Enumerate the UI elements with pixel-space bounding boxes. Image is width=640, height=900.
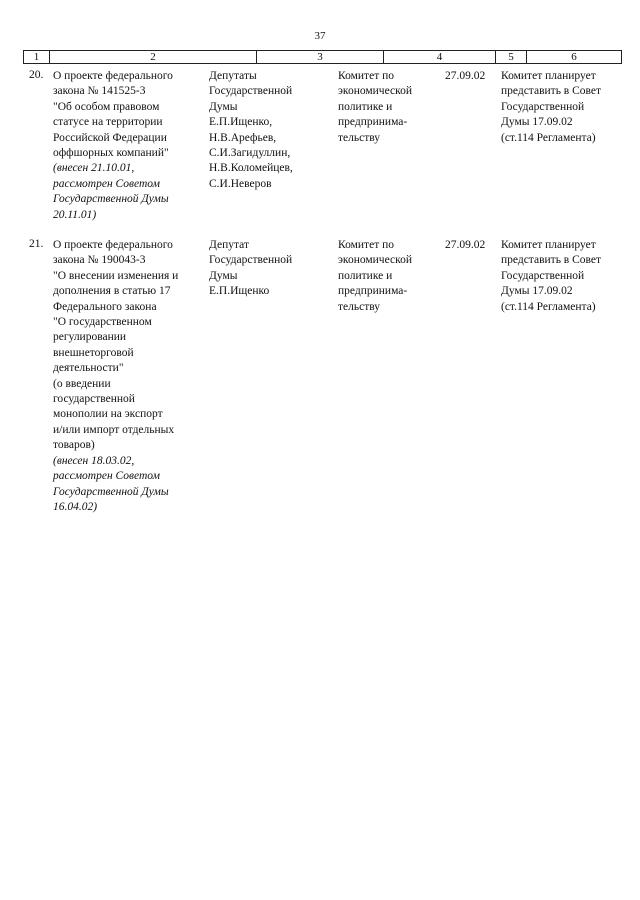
text-line: Комитет по bbox=[338, 239, 394, 251]
text-line: Комитет по bbox=[338, 70, 394, 82]
header-col-3: 3 bbox=[256, 51, 383, 63]
text-line: представить в Совет bbox=[501, 85, 602, 98]
text-line: деятельности" bbox=[53, 362, 124, 375]
bill-description bbox=[53, 69, 173, 223]
row-number: 20. bbox=[29, 69, 44, 81]
text-line: закона № 141525-3 bbox=[53, 85, 146, 98]
text-line: (внесен 21.10.01, bbox=[53, 162, 135, 175]
text-line: дополнения в статью 17 bbox=[53, 285, 171, 298]
text-line: Думы 17.09.02 bbox=[501, 285, 573, 298]
text-line: регулировании bbox=[53, 331, 127, 344]
header-col-2: 2 bbox=[49, 51, 256, 63]
bill-description bbox=[53, 238, 178, 515]
text-line: политике и bbox=[338, 100, 393, 113]
text-line: "Об особом правовом bbox=[53, 100, 160, 113]
text-line: Государственной bbox=[209, 254, 293, 267]
text-line: О проекте федерального bbox=[53, 239, 173, 251]
text-line: Е.П.Ищенко bbox=[209, 285, 270, 298]
text-line: представить в Совет bbox=[501, 254, 602, 267]
committee-note bbox=[501, 69, 601, 146]
text-line: Федерального закона bbox=[53, 300, 157, 313]
text-line: (о введении bbox=[53, 377, 111, 390]
date: 27.09.02 bbox=[445, 239, 486, 251]
text-line: С.И.Загидуллин, bbox=[209, 147, 291, 160]
header-col-1: 1 bbox=[33, 51, 40, 63]
text-line: С.И.Неверов bbox=[209, 177, 272, 190]
bill-authors bbox=[209, 238, 292, 300]
text-line: оффшорных компаний" bbox=[53, 147, 169, 160]
responsible-committee bbox=[338, 238, 412, 315]
text-line: О проекте федерального bbox=[53, 70, 173, 82]
text-line: Государственной bbox=[501, 100, 585, 113]
text-line: товаров) bbox=[53, 439, 95, 452]
text-line: экономической bbox=[338, 85, 412, 98]
text-line: Комитет планирует bbox=[501, 239, 596, 251]
text-line: монополии на экспорт bbox=[53, 408, 163, 421]
text-line: Думы 17.09.02 bbox=[501, 116, 573, 129]
text-line: предпринима- bbox=[338, 116, 408, 129]
text-line: статусе на территории bbox=[53, 116, 163, 129]
text-line: Н.В.Арефьев, bbox=[209, 131, 277, 144]
text-line: (ст.114 Регламента) bbox=[501, 131, 596, 144]
text-line: тельству bbox=[338, 131, 381, 144]
header-col-6: 6 bbox=[526, 51, 621, 63]
text-line: "О государственном bbox=[53, 316, 152, 329]
text-line: предпринима- bbox=[338, 285, 408, 298]
text-line: государственной bbox=[53, 393, 135, 406]
text-line: "О внесении изменения и bbox=[53, 269, 179, 282]
text-line: Российской Федерации bbox=[53, 131, 167, 144]
text-line: Думы bbox=[209, 100, 238, 113]
text-line: 20.11.01) bbox=[53, 208, 97, 221]
text-line: Государственной Думы bbox=[53, 485, 169, 498]
text-line: Н.В.Коломейцев, bbox=[209, 162, 293, 175]
text-line: (внесен 18.03.02, bbox=[53, 454, 135, 467]
bill-authors bbox=[209, 69, 293, 192]
text-line: Комитет планирует bbox=[501, 70, 596, 82]
text-line: экономической bbox=[338, 254, 412, 267]
header-col-5: 5 bbox=[495, 51, 526, 63]
text-line: Государственной bbox=[501, 269, 585, 282]
text-line: тельству bbox=[338, 300, 381, 313]
text-line: Е.П.Ищенко, bbox=[209, 116, 273, 129]
text-line: рассмотрен Советом bbox=[53, 177, 160, 190]
text-line: Государственной Думы bbox=[53, 193, 169, 206]
page-number: 37 bbox=[314, 30, 326, 42]
committee-note bbox=[501, 238, 601, 315]
text-line: закона № 190043-3 bbox=[53, 254, 146, 267]
text-line: Депутат bbox=[209, 239, 249, 251]
text-line: 16.04.02) bbox=[53, 500, 98, 513]
header-col-4: 4 bbox=[383, 51, 495, 63]
text-line: (ст.114 Регламента) bbox=[501, 300, 596, 313]
text-line: Государственной bbox=[209, 85, 293, 98]
text-line: Депутаты bbox=[209, 70, 257, 82]
table-header bbox=[23, 50, 622, 64]
date: 27.09.02 bbox=[445, 70, 486, 82]
text-line: Думы bbox=[209, 269, 238, 282]
responsible-committee bbox=[338, 69, 412, 146]
text-line: внешнеторговой bbox=[53, 346, 134, 359]
text-line: и/или импорт отдельных bbox=[53, 423, 175, 436]
row-number: 21. bbox=[29, 238, 44, 250]
text-line: политике и bbox=[338, 269, 393, 282]
text-line: рассмотрен Советом bbox=[53, 470, 160, 483]
